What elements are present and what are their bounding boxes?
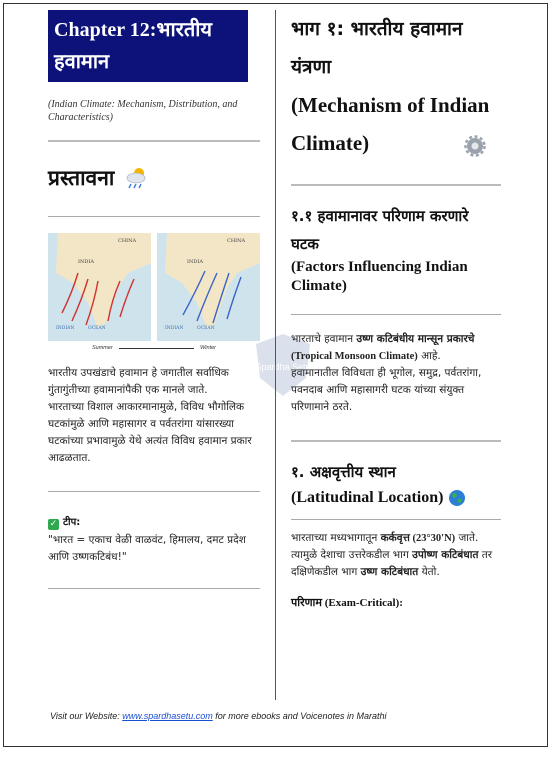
map-label-indian: INDIAN: [165, 326, 184, 331]
divider: [291, 440, 501, 442]
map-label-indian: INDIAN: [56, 326, 75, 331]
chapter-subtitle: (Indian Climate: Mechanism, Distribution, and Characteristics): [48, 99, 238, 123]
intro-heading: प्रस्तावना: [48, 166, 115, 190]
latitude-heading-mr: १. अक्षवृत्तीय स्थान: [291, 463, 396, 481]
english-term: (23°30'N): [409, 533, 456, 544]
map-label-china: CHINA: [227, 238, 246, 244]
result-label-mr: परिणाम: [291, 596, 322, 609]
bold-term: कर्कवृत्त: [380, 532, 410, 544]
divider: [291, 184, 501, 186]
winter-monsoon-map: [157, 233, 260, 341]
right-column: [291, 10, 501, 610]
subsection-heading-mr: १.१ हवामानावर परिणाम करणारे घटक: [291, 207, 469, 253]
tip-text: "भारत = एकाच वेळी वाळवंट, हिमालय, दमट प्रदेश आणि उष्णकटिबंध!": [48, 534, 246, 563]
english-term: (Tropical Monsoon Climate): [291, 351, 418, 362]
factor-paragraph-2: हवामानातील विविधता ही भूगोल, समुद्र, पर्वतरांगा, पवनदाब आणि महासागरी घटक यांच्या संयुक्त परिणामाने ठरते.: [291, 367, 482, 413]
divider: [48, 588, 260, 589]
divider: [291, 314, 501, 315]
section-heading-en: (Mechanism of Indian Climate): [291, 93, 490, 155]
divider: [48, 216, 260, 217]
tip-label: टीप:: [63, 517, 81, 528]
result-heading: [291, 595, 501, 610]
bold-term: उपोष्ण कटिबंधात: [412, 549, 479, 561]
text-run: येतो.: [418, 566, 440, 578]
website-link[interactable]: www.spardhasetu.com: [122, 711, 213, 721]
text-run: जाते. त्यामुळे देशाचा उत्तरेकडील भाग: [291, 532, 479, 561]
footer-prefix: Visit our Website:: [50, 711, 123, 721]
monsoon-map-figure: [48, 233, 260, 341]
footer: [50, 711, 387, 721]
map-label-india: INDIA: [187, 259, 203, 265]
divider: [48, 140, 260, 142]
map-summer-label: Summer: [92, 345, 113, 351]
map-caption: [48, 341, 260, 351]
divider: [291, 519, 501, 520]
latitude-heading-en: (Latitudinal Location): [291, 489, 444, 506]
text-run: आहे.: [417, 350, 441, 362]
subsection-heading-en: (Factors Influencing Indian Climate): [291, 259, 468, 294]
check-icon: ✓: [49, 519, 58, 529]
map-label-india: INDIA: [78, 259, 94, 265]
cloud-rain-icon: [124, 166, 150, 190]
text-run: भारताच्या मध्यभागातून: [291, 532, 381, 544]
footer-suffix: for more ebooks and Voicenotes in Marathi: [212, 711, 387, 721]
text-run: भारताचे हवामान: [291, 333, 357, 345]
section-heading-mr: भाग १: भारतीय हवामान यंत्रणा: [291, 18, 463, 78]
watermark-text: Spardha Setu: [255, 362, 311, 372]
bold-term: उष्ण कटिबंधीय मान्सून प्रकारचे: [356, 333, 475, 345]
map-winter-label: Winter: [200, 345, 216, 351]
tip-box: [48, 510, 260, 566]
bold-term: उष्ण कटिबंधात: [360, 566, 419, 578]
caption-line: [119, 345, 194, 349]
intro-paragraph-2: भारताच्या विशाल आकारमानामुळे, विविध भौगोलिक घटकांमुळे आणि महासागर व पर्वतरांगा यांसारख्या घटकांच्या प्रभावामुळे येथे अत्यंत विविध हवामान प्रकार आढळतात.: [48, 401, 252, 464]
left-column: [48, 10, 260, 589]
intro-paragraph-1: भारतीय उपखंडाचे हवामान हे जगातील सर्वाधिक गुंतागुंतीच्या हवामानांपैकी एक मानले जाते.: [48, 367, 229, 396]
map-label-ocean: OCEAN: [197, 326, 215, 331]
gear-icon: [464, 135, 486, 157]
factor-paragraph-1: [291, 331, 501, 365]
globe-icon: [448, 489, 466, 507]
map-label-ocean: OCEAN: [88, 326, 106, 331]
latitude-paragraph: [291, 530, 501, 581]
divider: [48, 491, 260, 492]
map-label-china: CHINA: [118, 238, 137, 244]
result-label-en: (Exam-Critical):: [321, 597, 403, 609]
text-run: तर दक्षिणेकडील भाग: [291, 549, 493, 578]
summer-monsoon-map: [48, 233, 151, 341]
chapter-title: Chapter 12:भारतीय हवामान: [48, 10, 248, 82]
